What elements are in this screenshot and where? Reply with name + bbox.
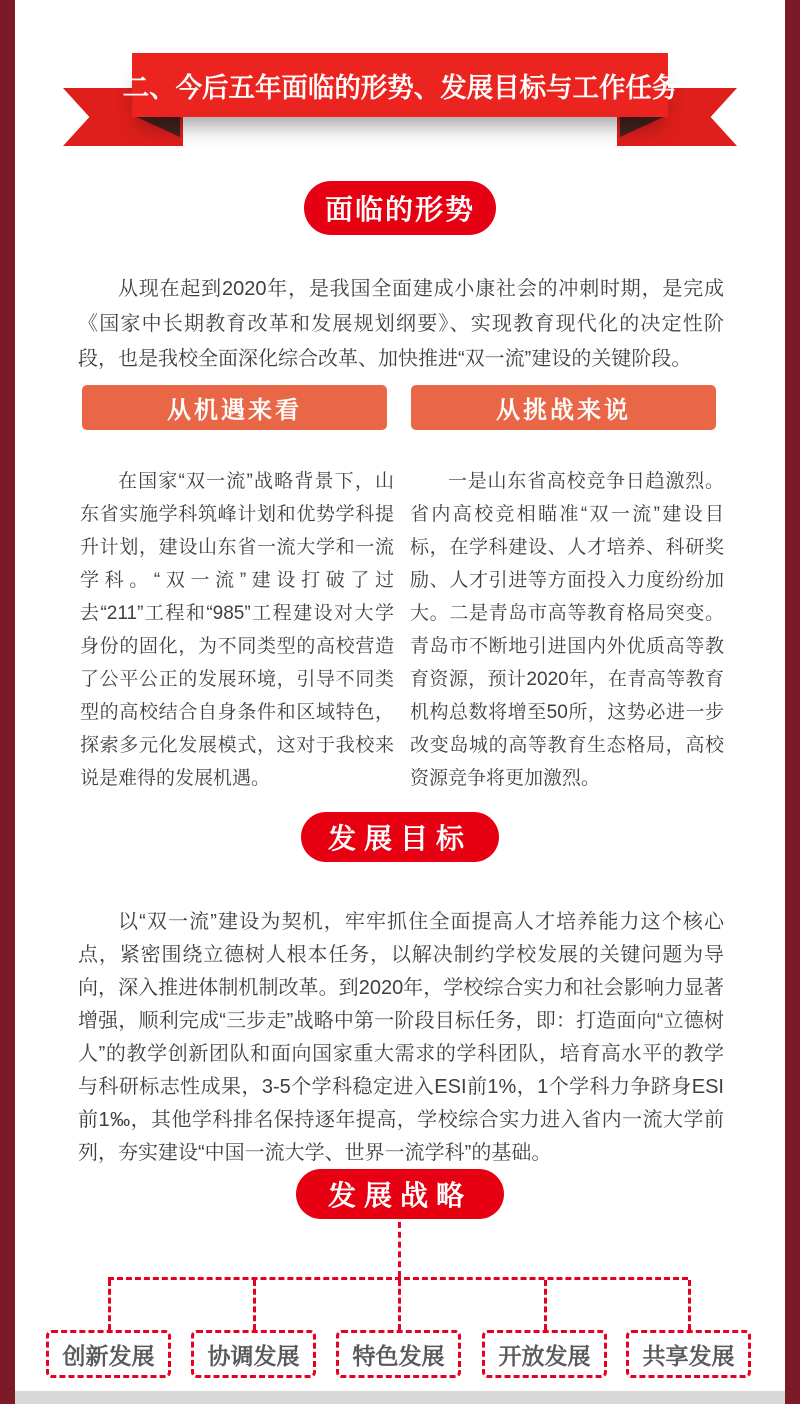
situation-intro-paragraph: 从现在起到2020年，是我国全面建成小康社会的冲刺时期，是完成《国家中长期教育改革和发展规划纲要》、实现教育现代化的决定性阶段，也是我校全面深化综合改革、加快推进“双一流”建设的关键阶段。 bbox=[78, 278, 724, 370]
strategy-box-sharing-label: 共享发展 bbox=[642, 1342, 735, 1369]
strategy-box-innovation bbox=[46, 1330, 171, 1378]
strategy-box-characteristic-label: 特色发展 bbox=[352, 1342, 445, 1369]
badge-goals-label: 发展目标 bbox=[327, 824, 472, 855]
badge-strategy-label: 发展战略 bbox=[327, 1181, 472, 1212]
strategy-box-opening-label: 开放发展 bbox=[498, 1342, 591, 1369]
strategy-tree-stub-1 bbox=[108, 1280, 111, 1330]
column-header-opportunity-label: 从机遇来看 bbox=[167, 398, 302, 424]
strategy-box-opening bbox=[482, 1330, 607, 1378]
strategy-box-coordination bbox=[191, 1330, 316, 1378]
badge-situation-label: 面临的形势 bbox=[324, 195, 475, 226]
strategy-tree-stub-5 bbox=[688, 1280, 691, 1330]
goals-paragraph: 以“双一流”建设为契机，牢牢抓住全面提高人才培养能力这个核心点，紧密围绕立德树人根本任务，以解决制约学校发展的关键问题为导向，深入推进体制机制改革。到2020年，学校综合实力和社会影响力显著增强，顺利完成“三步走”战略中第一阶段目标任务，即：打造面向“立德树人”的教学创新团队和面向国家重大需求的学科团队，培育高水平的教学与科研标志性成果，3-5个学科稳定进入ESI前1%，1个学科力争跻身ESI前1‰，其他学科排名保持逐年提高，学校综合实力进入省内一流大学前列，夯实建设“中国一流大学、世界一流学科”的基础。 bbox=[78, 911, 724, 1164]
ribbon-band bbox=[122, 53, 678, 117]
column-header-challenge-label: 从挑战来说 bbox=[496, 398, 631, 424]
strategy-box-characteristic bbox=[336, 1330, 461, 1378]
badge-situation bbox=[304, 181, 496, 235]
column-header-challenge bbox=[411, 385, 716, 430]
strategy-tree-trunk-line bbox=[398, 1222, 401, 1277]
challenge-paragraph: 一是山东省高校竞争日趋激烈。省内高校竞相瞄准“双一流”建设目标，在学科建设、人才培养、科研奖励、人才引进等方面投入力度纷纷加大。二是青岛市高等教育格局突变。青岛市不断地引进国内外优质高等教育资源，预计2020年，在青高等教育机构总数将增至50所，这势必进一步改变岛城的高等教育生态格局，高校资源竞争将更加激烈。 bbox=[410, 471, 724, 789]
bottom-gray-strip bbox=[15, 1391, 785, 1404]
strategy-tree-stub-4 bbox=[544, 1280, 547, 1330]
section-title: 二、今后五年面临的形势、发展目标与工作任务 bbox=[122, 72, 678, 103]
strategy-tree-stub-2 bbox=[253, 1280, 256, 1330]
column-header-opportunity bbox=[82, 385, 387, 430]
strategy-box-innovation-label: 创新发展 bbox=[62, 1342, 155, 1369]
strategy-box-sharing bbox=[626, 1330, 751, 1378]
badge-goals bbox=[301, 812, 499, 862]
badge-strategy bbox=[296, 1169, 504, 1219]
strategy-box-coordination-label: 协调发展 bbox=[207, 1342, 300, 1369]
strategy-tree-stub-3 bbox=[398, 1280, 401, 1330]
opportunity-paragraph: 在国家“双一流”战略背景下，山东省实施学科筑峰计划和优势学科提升计划，建设山东省一流大学和一流学科。“双一流”建设打破了过去“211”工程和“985”工程建设对大学身份的固化，为不同类型的高校营造了公平公正的发展环境，引导不同类型的高校结合自身条件和区域特色，探索多元化发展模式，这对于我校来说是难得的发展机遇。 bbox=[80, 471, 394, 789]
